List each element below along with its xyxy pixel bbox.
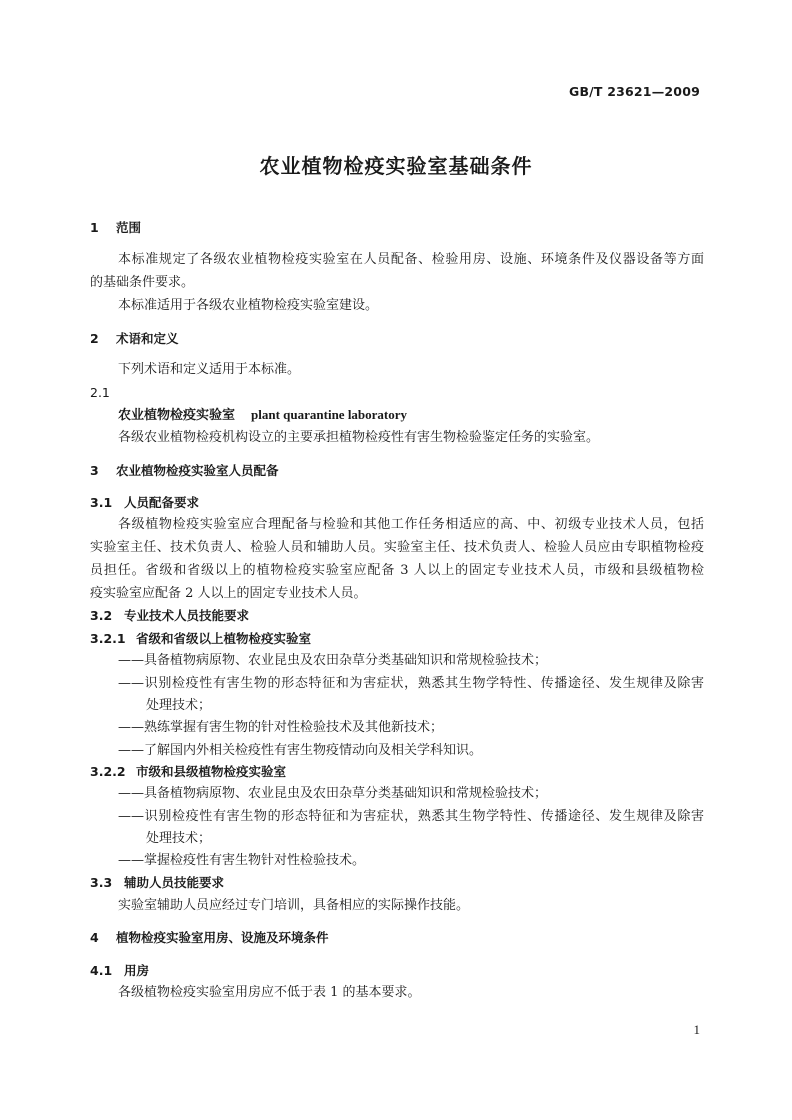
section-number: 3.3 [90, 875, 113, 890]
list-item: ——具备植物病原物、农业昆虫及农田杂草分类基础知识和常规检验技术； [118, 786, 548, 801]
subsection-number: 2.1 [90, 385, 110, 400]
subsection-3-2-heading [90, 607, 704, 625]
section-number: 3.2.1 [90, 631, 126, 646]
section-number: 3.1 [90, 495, 113, 510]
section-title: 植物检疫实验室用房、设施及环境条件 [116, 930, 329, 945]
subsection-3-2-1-heading [90, 630, 704, 648]
section-title: 农业植物检疫实验室人员配备 [116, 463, 279, 478]
section-title: 用房 [124, 963, 150, 978]
section-1-heading [90, 219, 704, 237]
paragraph-line: 本标准适用于各级农业植物检疫实验室建设。 [118, 298, 379, 313]
section-title: 省级和省级以上植物检疫实验室 [136, 631, 312, 646]
section-number: 3.2.2 [90, 764, 126, 779]
section-title: 术语和定义 [116, 331, 179, 346]
subsection-4-1-heading [90, 962, 704, 980]
section-title: 辅助人员技能要求 [124, 875, 225, 890]
section-number: 1 [90, 220, 99, 235]
list-item: ——熟练掌握有害生物的针对性检验技术及其他新技术； [118, 720, 444, 735]
section-title: 市级和县级植物检疫实验室 [136, 764, 287, 779]
paragraph-line: 疫实验室应配备 2 人以上的固定专业技术人员。 [90, 586, 367, 601]
page-number: 1 [693, 1022, 700, 1037]
section-title: 范围 [116, 220, 142, 235]
paragraph-line: 本标准规定了各级农业植物检疫实验室在人员配备、检验用房、设施、环境条件及仪器设备等方面 [118, 252, 704, 267]
list-item: ——识别检疫性有害生物的形态特征和为害症状，熟悉其生物学特性、传播途径、发生规律及除害 [118, 676, 704, 691]
paragraph-line: 的基础条件要求。 [90, 275, 195, 290]
paragraph-line: 员担任。省级和省级以上的植物检疫实验室应配备 3 人以上的固定专业技术人员，市级和县级植物检 [90, 563, 704, 578]
section-title: 人员配备要求 [124, 495, 200, 510]
section-title: 专业技术人员技能要求 [124, 608, 250, 623]
section-2-heading [90, 330, 704, 348]
section-number: 3.2 [90, 608, 113, 623]
term-chinese: 农业植物检疫实验室 [118, 408, 236, 423]
subsection-3-3-heading [90, 874, 704, 892]
paragraph-line: 各级植物检疫实验室用房应不低于表 1 的基本要求。 [118, 985, 421, 1000]
section-number: 4 [90, 930, 99, 945]
paragraph-line: 下列术语和定义适用于本标准。 [118, 362, 301, 377]
section-number: 2 [90, 331, 99, 346]
paragraph-line: 各级植物检疫实验室应合理配备与检验和其他工作任务相适应的高、中、初级专业技术人员，包括 [118, 517, 704, 532]
section-3-heading [90, 462, 704, 480]
term-english: plant quarantine laboratory [251, 407, 408, 422]
list-item: ——识别检疫性有害生物的形态特征和为害症状，熟悉其生物学特性、传播途径、发生规律及除害 [118, 809, 704, 824]
paragraph-line: 实验室辅助人员应经过专门培训，具备相应的实际操作技能。 [118, 898, 470, 913]
term-definition: 各级农业植物检疫机构设立的主要承担植物检疫性有害生物检验鉴定任务的实验室。 [118, 430, 600, 445]
section-number: 3 [90, 463, 99, 478]
section-number: 4.1 [90, 963, 113, 978]
list-item: ——了解国内外相关检疫性有害生物疫情动向及相关学科知识。 [118, 743, 483, 758]
paragraph-line: 实验室主任、技术负责人、检验人员和辅助人员。实验室主任、技术负责人、检验人员应由专职植物检疫 [90, 540, 704, 555]
list-item: ——掌握检疫性有害生物针对性检验技术。 [118, 853, 366, 868]
list-item: ——具备植物病原物、农业昆虫及农田杂草分类基础知识和常规检验技术； [118, 653, 548, 668]
document-title: 农业植物检疫实验室基础条件 [259, 154, 533, 178]
list-item-continuation: 处理技术； [146, 831, 212, 846]
subsection-3-2-2-heading [90, 763, 704, 781]
list-item-continuation: 处理技术； [146, 698, 212, 713]
standard-number: GB/T 23621—2009 [568, 84, 700, 99]
subsection-3-1-heading [90, 494, 704, 512]
term-entry [118, 406, 732, 425]
section-4-heading [90, 929, 704, 947]
